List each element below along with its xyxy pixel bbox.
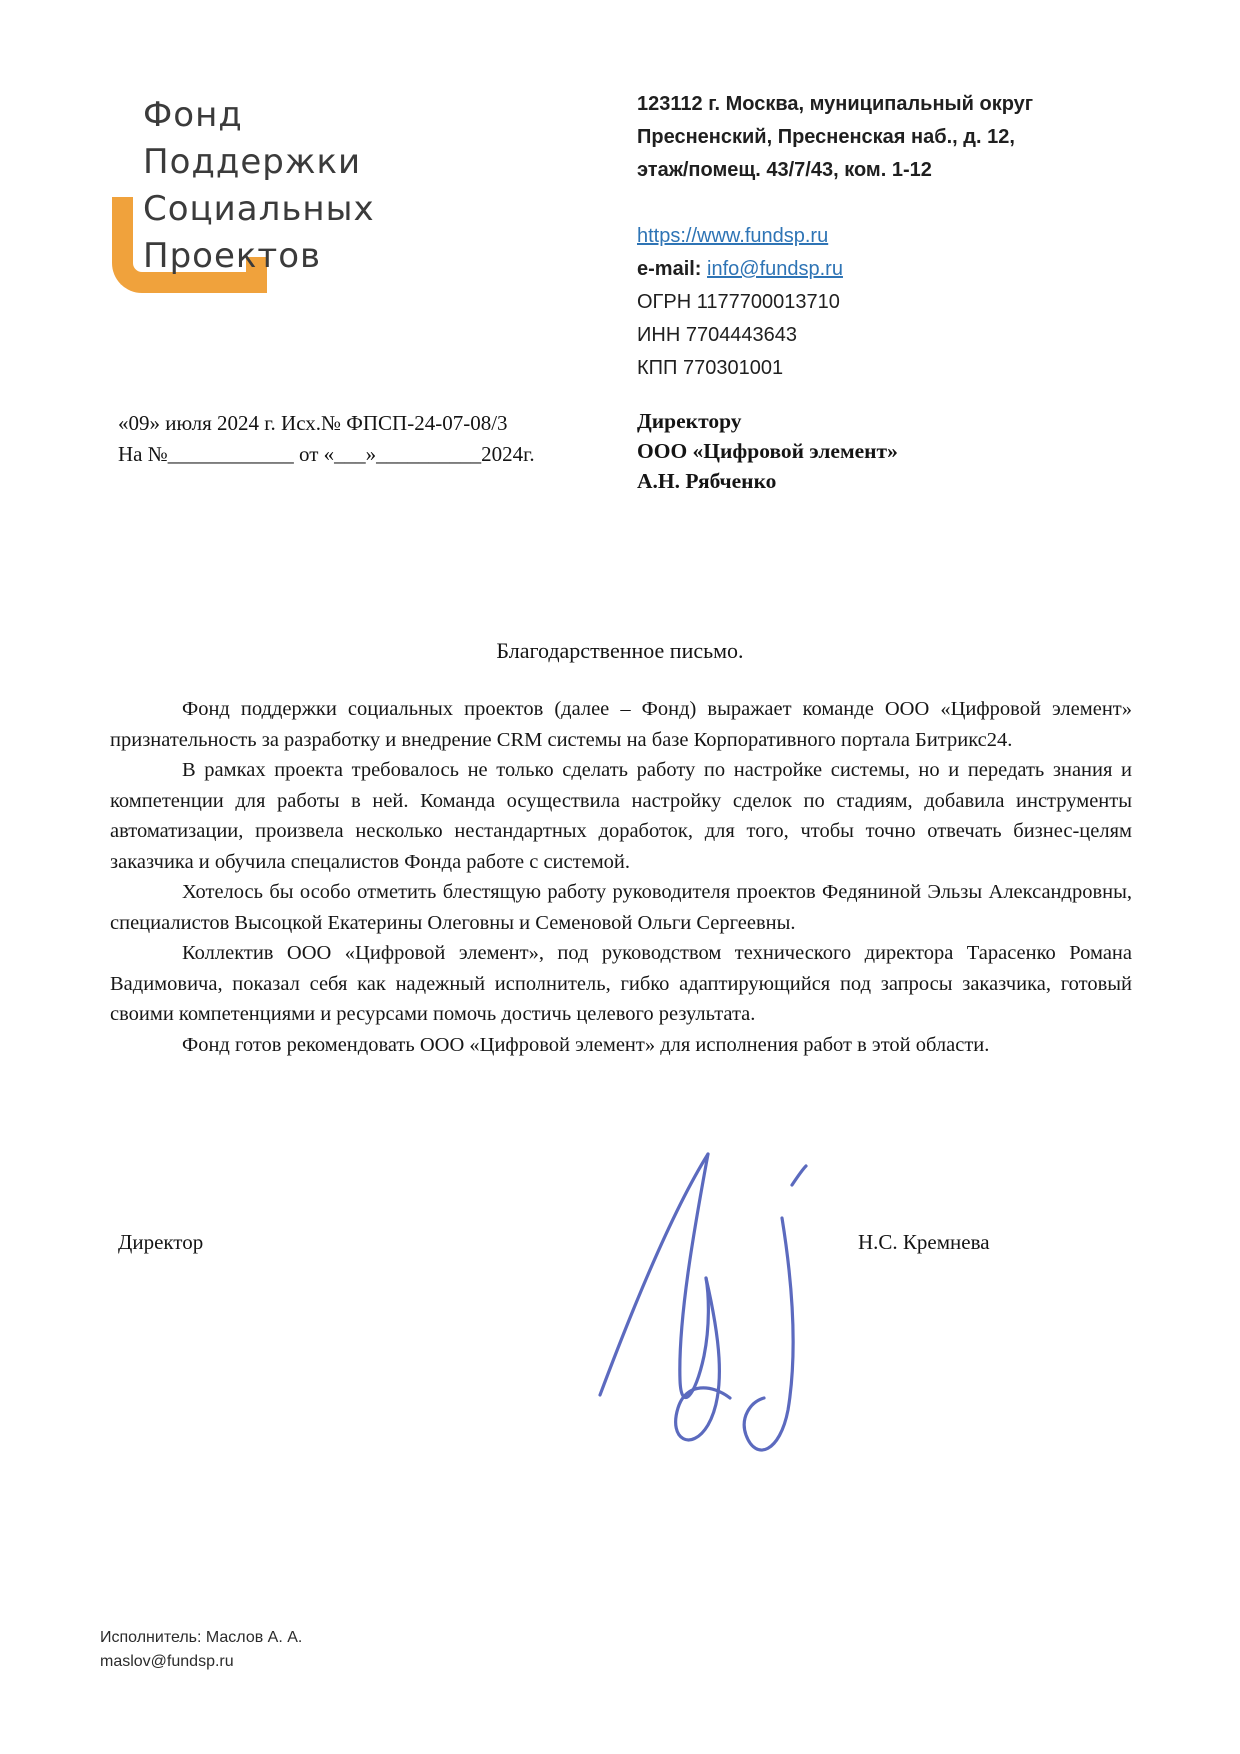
letter-title: Благодарственное письмо. — [496, 638, 744, 663]
letter-paragraph: Фонд поддержки социальных проектов (далее – Фонд) выражает команде ООО «Цифровой элемент» признательность за разработку и внедрение CRM системы на базе Корпоративного портала Битрикс24. — [110, 698, 1132, 751]
website-link[interactable]: https://www.fundsp.ru — [637, 225, 829, 247]
email-link[interactable]: info@fundsp.ru — [707, 258, 843, 280]
email-label: e-mail: — [637, 258, 702, 280]
logo-line: Социальных — [143, 189, 375, 229]
addressee-block — [637, 406, 898, 496]
executor-line: Исполнитель: Маслов А. А. — [100, 1629, 303, 1646]
signer-role: Директор — [118, 1230, 204, 1254]
addressee-line: ООО «Цифровой элемент» — [637, 439, 898, 463]
logo-line: Проектов — [143, 236, 322, 276]
kpp-value: КПП 770301001 — [637, 357, 784, 379]
addressee-line: А.Н. Рябченко — [637, 469, 777, 493]
letter-body — [110, 694, 1132, 1060]
letter-paragraph: Коллектив ООО «Цифровой элемент», под руководством технического директора Тарасенко Романа Вадимовича, показал себя как надежный исполнитель, гибко адаптирующийся под запросы заказчика, готовый своими компетенциями и ресурсами помочь достичь целевого результата. — [110, 942, 1132, 1025]
addressee-line: Директору — [637, 409, 742, 433]
inn-value: ИНН 7704443643 — [637, 324, 798, 346]
signer-name: Н.С. Кремнева — [858, 1230, 990, 1254]
header-contacts — [637, 88, 1057, 385]
executor-email: maslov@fundsp.ru — [100, 1653, 234, 1670]
letter-paragraph: В рамках проекта требовалось не только сделать работу по настройке системы, но и передать знания и компетенции для работы в ней. Команда осуществила настройку сделок по стадиям, добавила инструменты автоматизации, произвела несколько нестандартных доработок, для того, чтобы точно отвечать бизнес-целям заказчика и обучила спецалистов Фонда работе с системой. — [110, 759, 1132, 873]
org-address — [637, 88, 1057, 187]
reference-date-line: «09» июля 2024 г. Исх.№ ФПСП-24-07-08/3 — [118, 411, 508, 435]
logo-line: Поддержки — [143, 142, 362, 182]
ogrn-value: ОГРН 1177700013710 — [637, 291, 840, 313]
spacer — [637, 187, 1057, 220]
signature-ink — [560, 1140, 860, 1470]
logo-text — [143, 92, 375, 280]
letter-paragraph: Хотелось бы особо отметить блестящую работу руководителя проектов Федяниной Эльзы Александровны, специалистов Высоцкой Екатерины Олеговны и Семеновой Ольги Сергеевны. — [110, 881, 1132, 934]
org-address-line: 123112 г. Москва, муниципальный округ — [637, 93, 1034, 115]
reference-reply-line: На №____________ от «___»__________2024г. — [118, 442, 535, 466]
reference-block — [118, 408, 535, 470]
org-address-line: Пресненский, Пресненская наб., д. 12, — [637, 126, 1015, 148]
footer-block — [100, 1626, 302, 1674]
letter-paragraph: Фонд готов рекомендовать ООО «Цифровой элемент» для исполнения работ в этой области. — [182, 1033, 990, 1056]
org-address-line: этаж/помещ. 43/7/43, ком. 1-12 — [637, 159, 932, 181]
logo-line: Фонд — [143, 95, 243, 135]
